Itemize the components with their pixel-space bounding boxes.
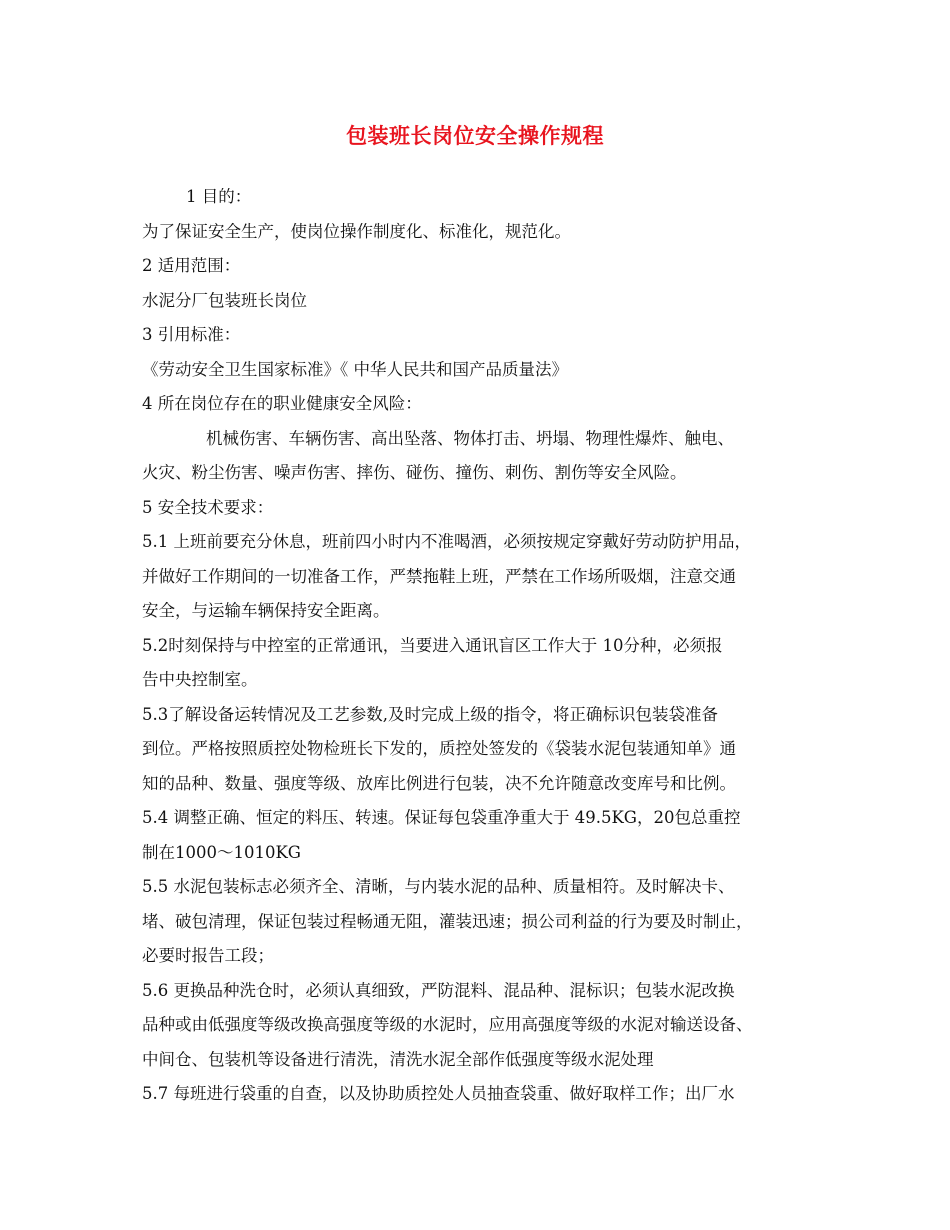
paragraph-line: 5.7 每班进行袋重的自查，以及协助质控处人员抽查袋重、做好取样工作；出厂水 — [142, 1084, 735, 1103]
paragraph-line: 2 适用范围： — [142, 256, 241, 275]
paragraph-line: 5.4 调整正确、恒定的料压、转速。保证每包袋重净重大于 49.5KG，20包总重控 — [142, 808, 741, 827]
paragraph-line: 制在1000～1010KG — [142, 842, 301, 862]
paragraph-line: 到位。严格按照质控处物检班长下发的，质控处签发的《袋装水泥包装通知单》通 — [142, 739, 736, 758]
paragraph-line: 5.2时刻保持与中控室的正常通讯，当要进入通讯盲区工作大于 10分种，必须报 — [142, 635, 723, 655]
paragraph-line: 告中央控制室。 — [142, 670, 258, 689]
paragraph-line: 1 目的： — [186, 187, 252, 206]
paragraph-line: 5.6 更换品种洗仓时，必须认真细致，严防混料、混品种、混标识；包装水泥改换 — [142, 980, 735, 1000]
paragraph-line: 为了保证安全生产，使岗位操作制度化、标准化，规范化。 — [142, 221, 571, 241]
paragraph-line: 堵、破包清理，保证包装过程畅通无阻，灌装迅速；损公司利益的行为要及时制止， — [142, 911, 753, 931]
paragraph-line: 安全，与运输车辆保持安全距离。 — [142, 601, 390, 620]
paragraph-line: 火灾、粉尘伤害、噪声伤害、摔伤、碰伤、撞伤、刺伤、割伤等安全风险。 — [142, 463, 687, 482]
paragraph-line: 5.5 水泥包装标志必须齐全、清晰，与内装水泥的品种、质量相符。及时解决卡、 — [142, 877, 735, 896]
paragraph-line: 品种或由低强度等级改换高强度等级的水泥时，应用高强度等级的水泥对输送设备、 — [142, 1015, 753, 1034]
paragraph-line: 4 所在岗位存在的职业健康安全风险： — [142, 394, 422, 413]
document-body — [142, 180, 822, 1112]
page-title: 包装班长岗位安全操作规程 — [346, 123, 604, 148]
paragraph-line: 5.1 上班前要充分休息，班前四小时内不准喝酒，必须按规定穿戴好劳动防护用品， — [142, 532, 751, 551]
paragraph-line: 水泥分厂包装班长岗位 — [142, 290, 307, 310]
paragraph-line: 必要时报告工段； — [142, 946, 274, 965]
paragraph-line: 《劳动安全卫生国家标准》《 中华人民共和国产品质量法》 — [142, 359, 568, 379]
paragraph-line: 并做好工作期间的一切准备工作，严禁拖鞋上班，严禁在工作场所吸烟，注意交通 — [142, 566, 736, 586]
paragraph-line: 知的品种、数量、强度等级、放库比例进行包装，决不允许随意改变库号和比例。 — [142, 773, 736, 793]
paragraph-line: 中间仓、包装机等设备进行清洗，清洗水泥全部作低强度等级水泥处理 — [142, 1049, 654, 1069]
paragraph-line: 5.3了解设备运转情况及工艺参数,及时完成上级的指令，将正确标识包装袋准备 — [142, 704, 718, 724]
paragraph-line: 3 引用标准： — [142, 325, 241, 344]
paragraph-line: 机械伤害、车辆伤害、高出坠落、物体打击、坍塌、物理性爆炸、触电、 — [206, 428, 734, 448]
paragraph-line: 5 安全技术要求： — [142, 497, 274, 517]
